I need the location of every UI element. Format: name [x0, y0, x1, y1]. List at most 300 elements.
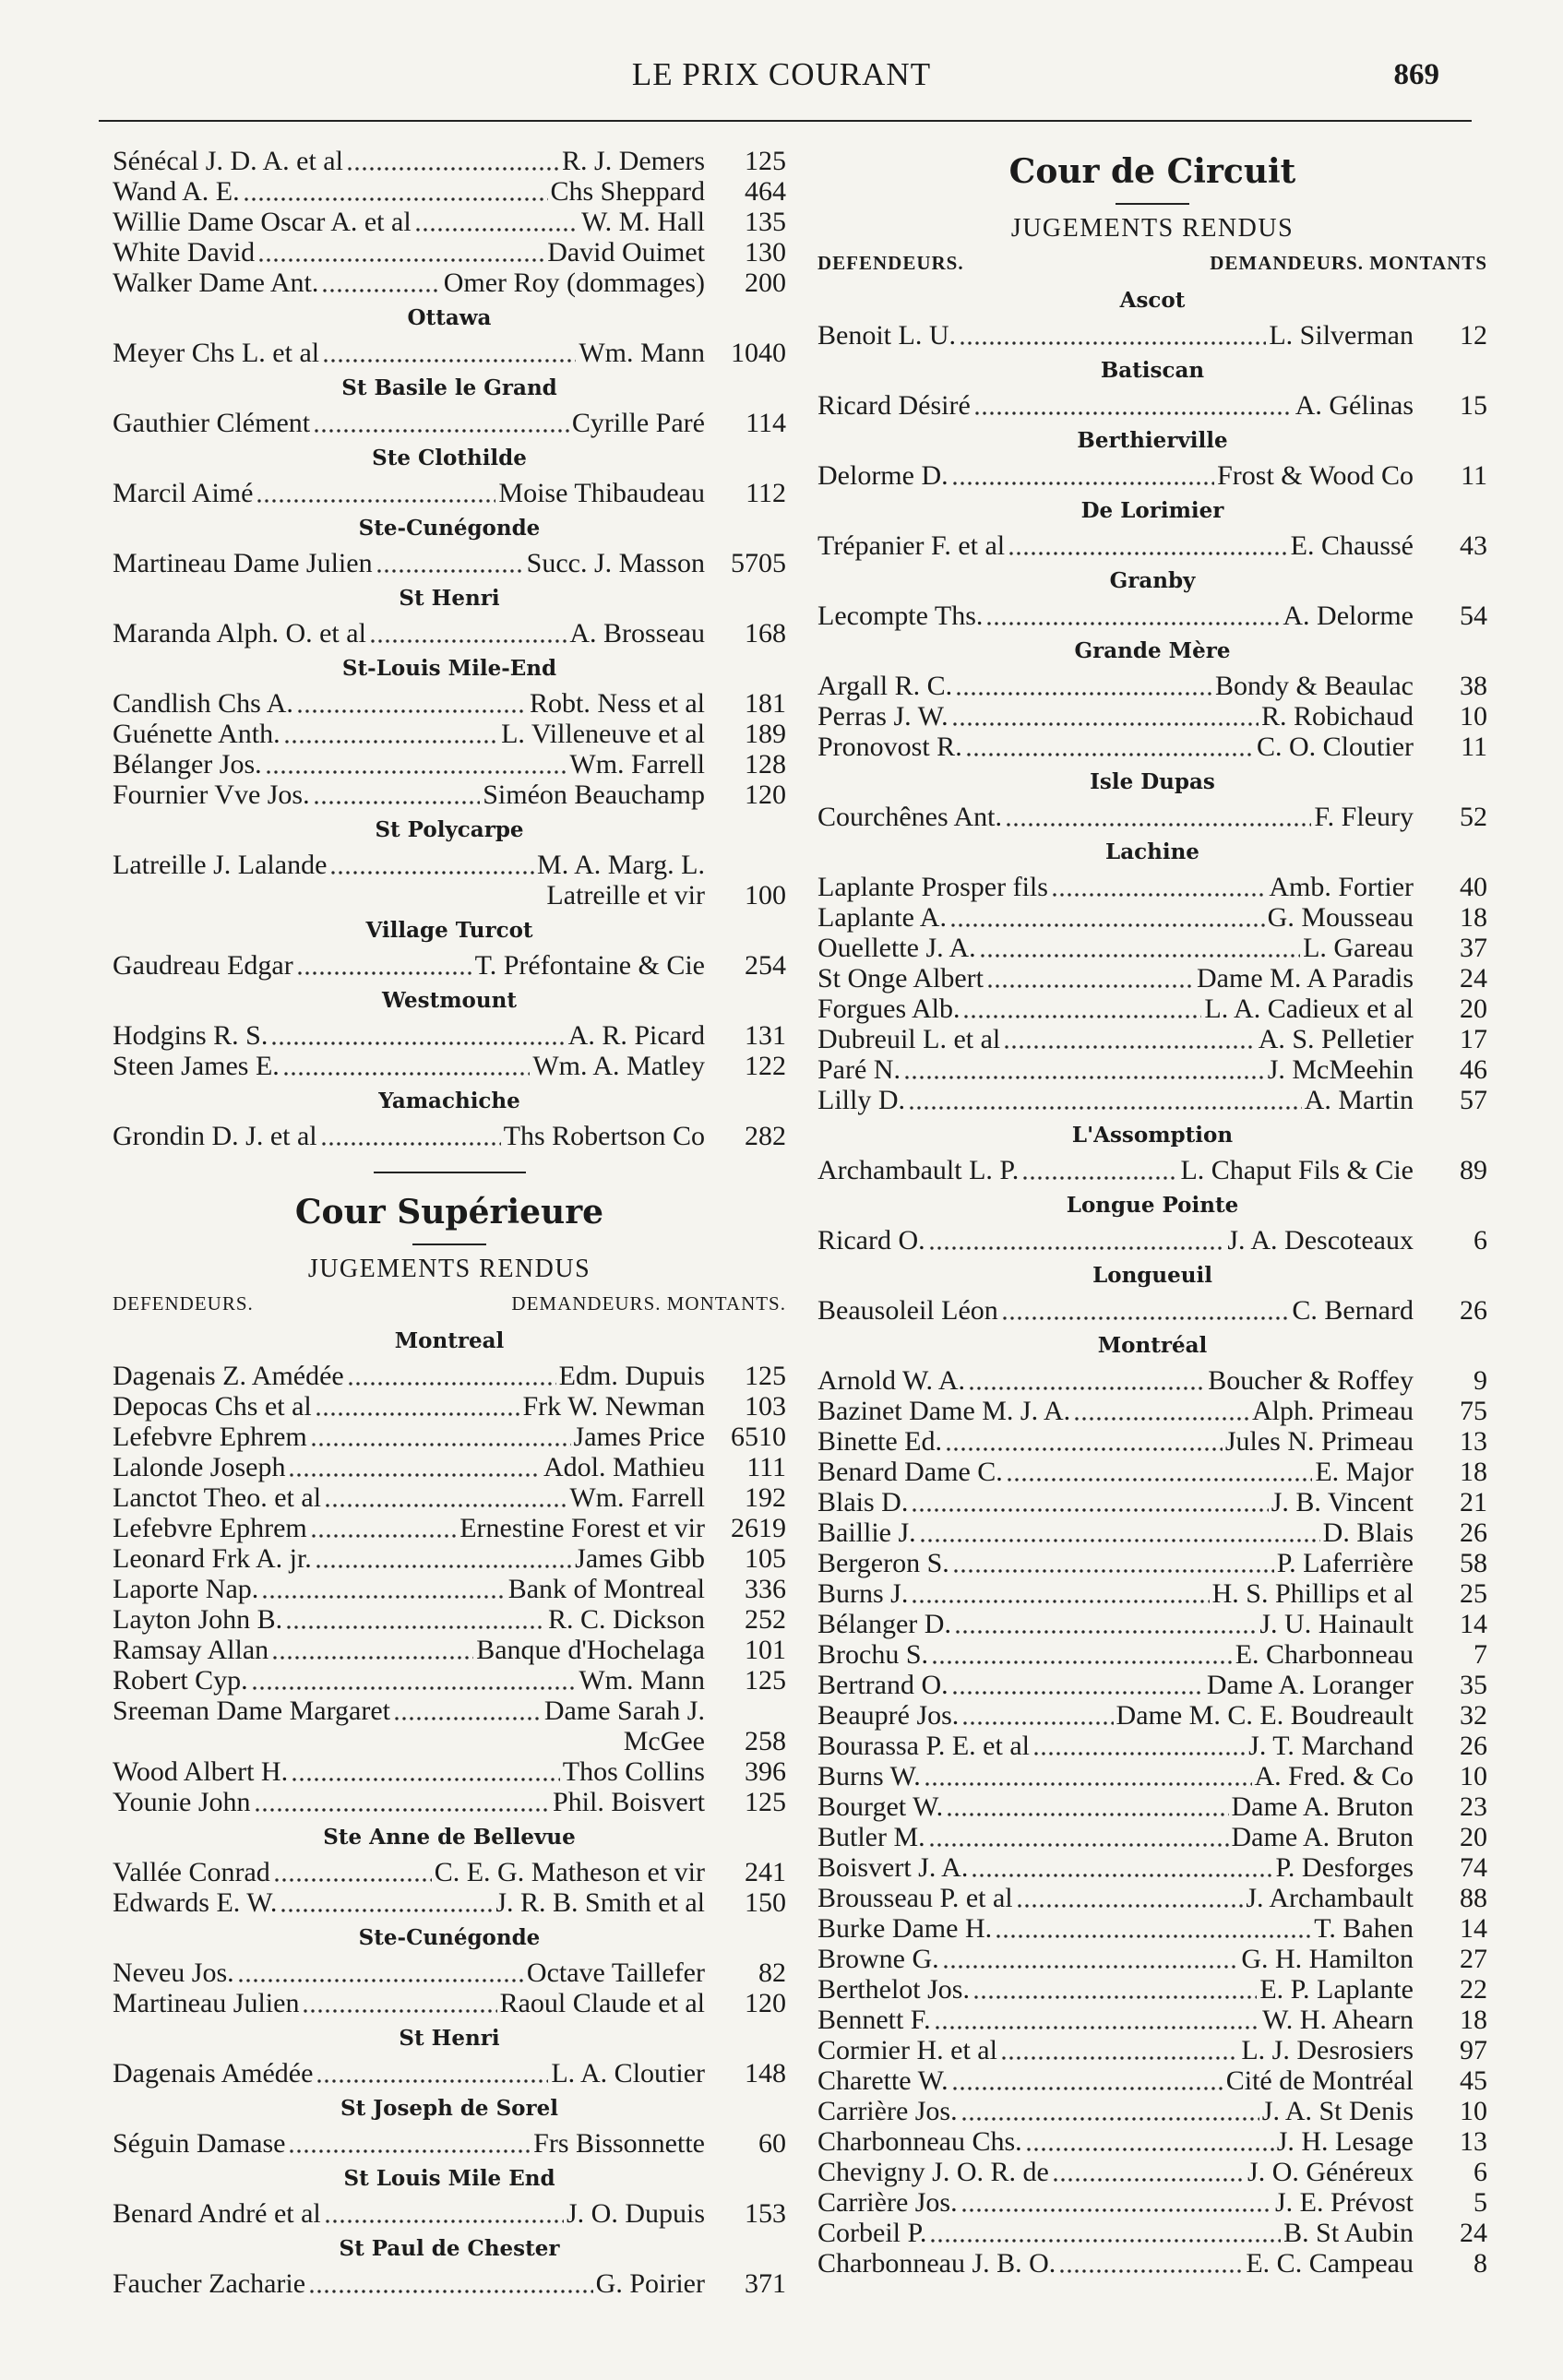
amount: 13	[1460, 1426, 1487, 1457]
entry-text	[817, 1700, 1414, 1731]
defendant-name: Meyer Chs L. et al	[113, 338, 320, 368]
amount: 150	[745, 1887, 786, 1918]
entry-text	[113, 719, 705, 749]
entry-text	[817, 933, 1414, 963]
entry-text	[113, 1787, 705, 1817]
amount: 58	[1460, 1548, 1487, 1578]
amount: 371	[745, 2268, 786, 2299]
plaintiff-name: Wm. Mann	[579, 338, 705, 368]
amount: 125	[745, 1787, 786, 1817]
dot-leader	[1000, 2055, 1238, 2061]
dot-leader	[928, 1842, 1229, 1848]
locality-heading: St Louis Mile End	[343, 2166, 555, 2191]
amount: 14	[1460, 1609, 1487, 1639]
defendant-name: Benoit L. U.	[817, 320, 956, 351]
judgment-entry	[113, 478, 786, 508]
plaintiff-name: Cyrille Paré	[571, 408, 705, 438]
plaintiff-name: Edm. Dupuis	[558, 1361, 705, 1391]
amount: 168	[745, 618, 786, 649]
dot-leader	[911, 1507, 1268, 1513]
defendant-name: Lilly D.	[817, 1085, 905, 1115]
plaintiff-name: Wm. Farrell	[569, 749, 705, 779]
dot-leader	[296, 708, 527, 714]
amount: 105	[745, 1543, 786, 1574]
dot-leader	[934, 2025, 1260, 2030]
judgment-entry	[113, 176, 786, 207]
defendant-name: Hodgins R. S.	[113, 1020, 268, 1051]
plaintiff-name: Dame M. A Paradis	[1197, 963, 1414, 994]
judgment-entry	[113, 688, 786, 719]
right-column	[817, 146, 1487, 2279]
defendant-name: Ouellette J. A.	[817, 933, 976, 963]
amount: 112	[746, 478, 786, 508]
plaintiff-name: Wm. A. Matley	[532, 1051, 705, 1081]
dot-leader	[924, 1781, 1252, 1787]
judgment-entry	[817, 671, 1487, 701]
dot-leader	[903, 1075, 1265, 1080]
entry-text	[113, 1361, 705, 1391]
plaintiff-name: R. Robichaud	[1261, 701, 1414, 732]
plaintiff-name: A. Martin	[1304, 1085, 1414, 1115]
judgment-entry	[113, 1756, 786, 1787]
judgment-entry	[817, 1639, 1487, 1670]
amount: 75	[1460, 1396, 1487, 1426]
judgment-entry	[113, 268, 786, 298]
defendant-name: Charbonneau J. B. O.	[817, 2248, 1056, 2279]
defendant-name: Charbonneau Chs.	[817, 2126, 1022, 2157]
dot-leader	[1008, 551, 1288, 556]
judgment-entry	[817, 1578, 1487, 1609]
amount: 24	[1460, 963, 1487, 994]
dot-leader	[254, 1807, 550, 1813]
defendant-name: Steen James E.	[113, 1051, 280, 1081]
dot-leader	[951, 481, 1214, 486]
defendant-name: Vallée Conrad	[113, 1857, 270, 1887]
judgment-entry	[817, 902, 1487, 933]
entry-text	[113, 779, 705, 810]
dot-leader	[985, 621, 1280, 626]
defendant-name: Neveu Jos.	[113, 1958, 234, 1988]
judgment-entry	[817, 802, 1487, 832]
plaintiff-name: Phil. Boisvert	[552, 1787, 705, 1817]
plaintiff-name: Dame Sarah J.	[543, 1696, 705, 1726]
amount: 13	[1460, 2126, 1487, 2157]
amount: 464	[745, 176, 786, 207]
amount: 14	[1460, 1913, 1487, 1944]
defendant-name: Courchênes Ant.	[817, 802, 1002, 832]
amount: 2619	[731, 1513, 786, 1543]
locality-heading: St Polycarpe	[375, 817, 524, 842]
defendant-name: Bourget W.	[817, 1791, 944, 1822]
plaintiff-name: Succ. J. Masson	[526, 548, 705, 578]
judgment-entry	[817, 2035, 1487, 2065]
dot-leader	[1052, 2177, 1245, 2183]
amount: 125	[745, 1665, 786, 1696]
dot-leader	[346, 166, 559, 172]
locality-heading: Ste-Cunégonde	[358, 1925, 541, 1950]
defendant-name: Faucher Zacharie	[113, 2268, 306, 2299]
locality-heading: Ste Clothilde	[372, 446, 527, 470]
locality-heading: Ste Anne de Bellevue	[323, 1825, 576, 1850]
defendant-name: Maranda Alph. O. et al	[113, 618, 366, 649]
plaintiff-name: W. H. Ahearn	[1262, 2005, 1414, 2035]
judgment-entry	[113, 1635, 786, 1665]
entry-text	[113, 478, 705, 508]
locality-heading: Berthierville	[1077, 428, 1228, 453]
locality-heading: Granby	[1109, 568, 1196, 593]
entry-text	[817, 902, 1414, 933]
defendant-name: Burke Dame H.	[817, 1913, 993, 1944]
plaintiff-name: Wm. Farrell	[569, 1482, 705, 1513]
entry-text	[817, 390, 1414, 421]
entry-text	[113, 1452, 705, 1482]
entry-text	[113, 1513, 705, 1543]
dot-leader	[256, 498, 495, 504]
dot-leader	[961, 1720, 1113, 1726]
amount: 336	[745, 1574, 786, 1604]
locality-heading: Isle Dupas	[1090, 769, 1215, 794]
amount: 27	[1460, 1944, 1487, 1974]
defendant-name: Trépanier F. et al	[817, 530, 1006, 561]
entry-text	[817, 1024, 1414, 1054]
plaintiff-name: A. Gélinas	[1295, 390, 1414, 421]
plaintiff-name: J. McMeehin	[1267, 1054, 1414, 1085]
entry-text	[817, 2065, 1414, 2096]
amount: 131	[745, 1020, 786, 1051]
section-divider-rule	[374, 1172, 526, 1173]
defendant-name: Bélanger Jos.	[113, 749, 262, 779]
plaintiff-name: Octave Taillefer	[526, 1958, 705, 1988]
judgment-entry	[113, 548, 786, 578]
judgment-entry-continuation	[113, 1726, 786, 1756]
judgment-entry	[817, 2218, 1487, 2248]
plaintiff-name: Bondy & Beaulac	[1215, 671, 1414, 701]
defendant-name: Martineau Dame Julien	[113, 548, 373, 578]
amount: 26	[1460, 1517, 1487, 1548]
amount: 200	[745, 268, 786, 298]
entry-text	[817, 2248, 1414, 2279]
amount: 88	[1460, 1883, 1487, 1913]
plaintiff-name: J. U. Hainault	[1259, 1609, 1414, 1639]
plaintiff-name-continued: McGee	[623, 1726, 705, 1756]
dot-leader	[986, 983, 1194, 989]
dot-leader	[310, 1533, 458, 1539]
dot-leader	[369, 638, 567, 644]
locality-heading: St-Louis Mile-End	[341, 656, 557, 681]
plaintiff-name: H. S. Phillips et al	[1211, 1578, 1414, 1609]
amount: 82	[758, 1958, 786, 1988]
plaintiff-name: Robt. Ness et al	[530, 688, 705, 719]
amount: 128	[745, 749, 786, 779]
judgment-entry	[817, 1426, 1487, 1457]
amount: 21	[1460, 1487, 1487, 1517]
amount: 254	[745, 950, 786, 981]
judgment-entry	[817, 1054, 1487, 1085]
amount: 9	[1474, 1365, 1487, 1396]
plaintiff-name: J. O. Dupuis	[566, 2198, 705, 2229]
amount: 26	[1460, 1295, 1487, 1326]
amount: 11	[1461, 732, 1487, 762]
judgment-entry	[817, 2005, 1487, 2035]
entry-text	[817, 1883, 1414, 1913]
plaintiff-name: A. Fred. & Co	[1254, 1761, 1414, 1791]
amount: 11	[1461, 460, 1487, 491]
dot-leader	[1051, 892, 1266, 898]
judgment-entry	[817, 2096, 1487, 2126]
judgment-entry	[113, 2058, 786, 2088]
locality-heading: Montreal	[394, 1328, 505, 1353]
judgment-entry	[817, 1365, 1487, 1396]
plaintiff-name: E. P. Laplante	[1259, 1974, 1414, 2005]
defendant-name: Benard André et al	[113, 2198, 321, 2229]
plaintiff-name: B. St Aubin	[1283, 2218, 1414, 2248]
entry-text	[113, 2128, 705, 2159]
entry-text	[817, 1487, 1414, 1517]
amount: 241	[745, 1857, 786, 1887]
defendant-name: Laplante Prosper fils	[817, 872, 1048, 902]
plaintiff-name: Dame A. Bruton	[1231, 1822, 1414, 1852]
amount: 22	[1460, 1974, 1487, 2005]
amount: 6	[1474, 1225, 1487, 1255]
dot-leader	[962, 1014, 1201, 1019]
defendant-name: Candlish Chs A.	[113, 688, 293, 719]
plaintiff-name: W. M. Hall	[581, 207, 705, 237]
dot-leader	[951, 721, 1259, 727]
plaintiff-name: Siméon Beauchamp	[483, 779, 705, 810]
judgment-entry	[817, 963, 1487, 994]
amount: 120	[745, 779, 786, 810]
amount: 6510	[731, 1422, 786, 1452]
defendant-name: Edwards E. W.	[113, 1887, 278, 1918]
entry-text	[817, 1085, 1414, 1115]
court-title: Cour Supérieure	[294, 1193, 604, 1232]
locality-heading: Longue Pointe	[1066, 1193, 1239, 1218]
amount: 111	[746, 1452, 786, 1482]
judgment-entry	[817, 1155, 1487, 1185]
defendant-name: Leonard Frk A. jr.	[113, 1543, 312, 1574]
amount: 54	[1460, 601, 1487, 631]
dot-leader	[928, 1245, 1225, 1251]
defendant-name: Browne G.	[817, 1944, 939, 1974]
judgment-entry	[817, 1974, 1487, 2005]
dot-leader	[376, 568, 524, 574]
page-number: 869	[1393, 58, 1439, 91]
plaintiff-name: J. T. Marchand	[1248, 1731, 1414, 1761]
column-headers	[113, 1286, 786, 1321]
entry-text	[113, 880, 705, 910]
judgment-entry	[817, 1791, 1487, 1822]
dot-leader	[949, 922, 1265, 928]
judgment-entry	[113, 1988, 786, 2018]
plaintiff-name: A. S. Pelletier	[1258, 1024, 1414, 1054]
judgment-entry	[113, 1857, 786, 1887]
defendant-name: Dagenais Amédée	[113, 2058, 314, 2088]
plaintiff-name: F. Fleury	[1314, 802, 1414, 832]
entry-text	[113, 1574, 705, 1604]
judgment-entry	[113, 1958, 786, 1988]
dot-leader	[1032, 1751, 1246, 1756]
defendant-name: Delorme D.	[817, 460, 949, 491]
locality-heading: St Joseph de Sorel	[340, 2096, 559, 2121]
defendant-name: Sreeman Dame Margaret	[113, 1696, 390, 1726]
defendant-name: Dubreuil L. et al	[817, 1024, 1001, 1054]
defendant-name: Ramsay Allan	[113, 1635, 269, 1665]
entry-text	[817, 963, 1414, 994]
dot-leader	[942, 1964, 1239, 1969]
entry-text	[817, 2126, 1414, 2157]
entry-text	[817, 530, 1414, 561]
amount: 282	[745, 1121, 786, 1151]
dot-leader	[1021, 1175, 1177, 1181]
dot-leader	[1058, 2268, 1243, 2274]
entry-text	[113, 688, 705, 719]
judgment-entry	[113, 207, 786, 237]
dot-leader	[972, 1994, 1257, 2000]
dot-leader	[320, 1141, 501, 1147]
entry-text	[817, 2218, 1414, 2248]
dot-leader	[329, 870, 534, 875]
dot-leader	[285, 1624, 545, 1630]
plaintiff-name: Wm. Mann	[579, 1665, 705, 1696]
entry-text	[817, 1822, 1414, 1852]
defendant-name: Latreille J. Lalande	[113, 850, 328, 880]
amount: 125	[745, 1361, 786, 1391]
defendant-name: Chevigny J. O. R. de	[817, 2157, 1049, 2187]
dot-leader	[315, 1411, 520, 1417]
plaintiff-name: A. Brosseau	[569, 618, 705, 649]
judgment-entry	[817, 2065, 1487, 2096]
entry-text	[817, 1365, 1414, 1396]
plaintiff-name: Boucher & Roffey	[1208, 1365, 1414, 1396]
dot-leader	[931, 1660, 1233, 1665]
dot-leader	[251, 1685, 577, 1691]
plaintiff-name: J. Archambault	[1246, 1883, 1414, 1913]
dot-leader	[324, 1503, 567, 1508]
entry-text	[113, 1604, 705, 1635]
plaintiff-name: Jules N. Primeau	[1224, 1426, 1414, 1457]
dot-leader	[347, 1381, 556, 1386]
plaintiff-name: E. C. Campeau	[1246, 2248, 1414, 2279]
dot-leader	[965, 752, 1254, 757]
amount: 189	[745, 719, 786, 749]
plaintiff-name: David Ouimet	[547, 237, 705, 268]
defendant-name: Bergeron S.	[817, 1548, 949, 1578]
plaintiff-name: Alph. Primeau	[1252, 1396, 1414, 1426]
judgment-entry	[113, 1787, 786, 1817]
dot-leader	[313, 428, 569, 434]
dot-leader	[315, 1564, 572, 1569]
judgment-entry	[817, 1024, 1487, 1054]
plaintiff-name: Amb. Fortier	[1269, 872, 1414, 902]
title-rule	[1116, 203, 1189, 205]
judgment-entry	[817, 1822, 1487, 1852]
entry-text	[113, 1391, 705, 1422]
judgment-entry	[113, 1391, 786, 1422]
plaintiff-name: J. O. Généreux	[1247, 2157, 1414, 2187]
plaintiff-name: Dame A. Bruton	[1231, 1791, 1414, 1822]
defendant-name: Burns J.	[817, 1578, 909, 1609]
plaintiff-name: J. A. St Denis	[1261, 2096, 1414, 2126]
defendant-name: Wand A. E.	[113, 176, 240, 207]
dot-leader	[283, 739, 498, 744]
amount: 10	[1460, 1761, 1487, 1791]
judgment-entry	[817, 2126, 1487, 2157]
defendant-name: Gauthier Clément	[113, 408, 311, 438]
judgment-entry	[817, 1944, 1487, 1974]
judgment-entry	[113, 1051, 786, 1081]
dot-leader	[1006, 1477, 1313, 1482]
entry-text	[113, 1887, 705, 1918]
amount: 120	[745, 1988, 786, 2018]
judgment-entry	[817, 1396, 1487, 1426]
title-rule	[412, 1244, 486, 1245]
dot-leader	[960, 2207, 1272, 2213]
defendant-name: Lalonde Joseph	[113, 1452, 286, 1482]
left-column	[113, 146, 786, 2299]
entry-text	[817, 1731, 1414, 1761]
amount: 10	[1460, 2096, 1487, 2126]
defendant-name: Lefebvre Ephrem	[113, 1422, 307, 1452]
dot-leader	[955, 691, 1212, 696]
entry-text	[817, 460, 1414, 491]
entry-text	[113, 1020, 705, 1051]
dot-leader	[291, 1777, 560, 1782]
amount: 5705	[731, 548, 786, 578]
dot-leader	[951, 2086, 1223, 2091]
dot-leader	[908, 1105, 1302, 1111]
plaintiff-name: J. R. B. Smith et al	[495, 1887, 705, 1918]
entry-text	[113, 1422, 705, 1452]
dot-leader	[321, 288, 440, 293]
judgment-entry	[113, 1361, 786, 1391]
defendant-name: Carrière Jos.	[817, 2096, 958, 2126]
plaintiff-name-continued: Latreille et vir	[546, 880, 705, 910]
plaintiff-name: T. Préfontaine & Cie	[474, 950, 705, 981]
amount: 60	[758, 2128, 786, 2159]
entry-text	[113, 146, 705, 176]
judgment-entry	[113, 2268, 786, 2299]
amount: 35	[1460, 1670, 1487, 1700]
amount: 25	[1460, 1578, 1487, 1609]
judgment-entry	[113, 338, 786, 368]
defendant-name: Depocas Chs et al	[113, 1391, 312, 1422]
column-header-plaintiffs-amounts: DEMANDEURS. MONTANTS.	[511, 1292, 786, 1315]
entry-text	[817, 732, 1414, 762]
entry-text	[817, 1396, 1414, 1426]
entry-text	[113, 408, 705, 438]
plaintiff-name: L. Chaput Fils & Cie	[1180, 1155, 1414, 1185]
defendant-name: Grondin D. J. et al	[113, 1121, 317, 1151]
judgment-entry	[817, 1457, 1487, 1487]
judgment-entry	[113, 408, 786, 438]
entry-text	[817, 1639, 1414, 1670]
amount: 7	[1474, 1639, 1487, 1670]
dot-leader	[946, 1812, 1228, 1817]
defendant-name: Wood Albert H.	[113, 1756, 289, 1787]
plaintiff-name: Cité de Montréal	[1225, 2065, 1414, 2096]
dot-leader	[911, 1599, 1209, 1604]
entry-text	[817, 1670, 1414, 1700]
plaintiff-name: J. E. Prévost	[1275, 2187, 1414, 2218]
judgment-entry	[817, 994, 1487, 1024]
judgment-entry	[113, 618, 786, 649]
plaintiff-name: E. Charbonneau	[1235, 1639, 1414, 1670]
locality-heading: Ste-Cunégonde	[358, 516, 541, 541]
defendant-name: Corbeil P.	[817, 2218, 927, 2248]
entry-text	[113, 2058, 705, 2088]
judgment-entry	[817, 530, 1487, 561]
dot-leader	[1016, 1903, 1244, 1909]
